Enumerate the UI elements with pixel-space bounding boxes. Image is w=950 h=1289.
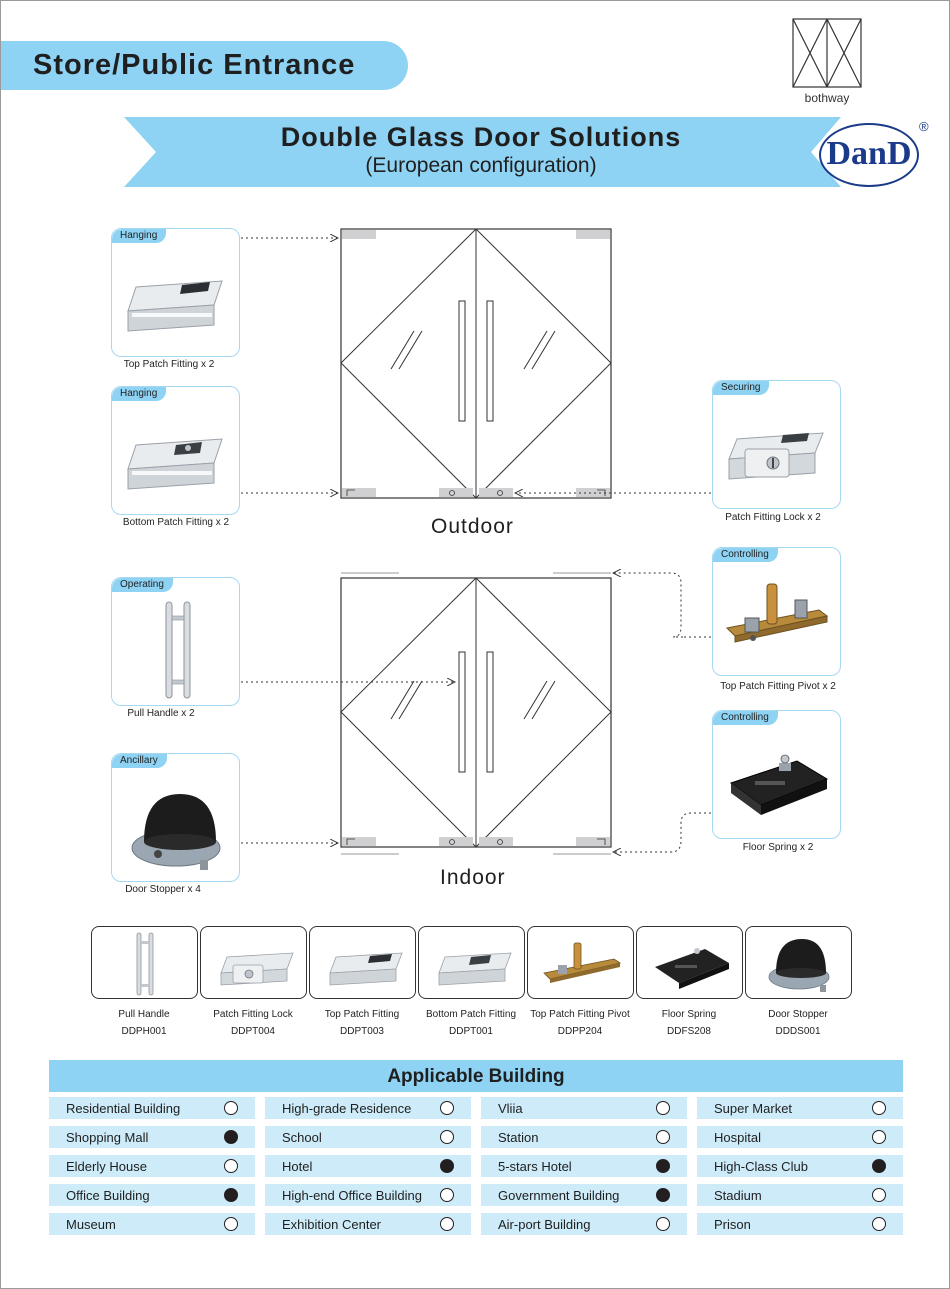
section-title: Store/Public Entrance <box>33 49 356 81</box>
building-row <box>265 1126 471 1148</box>
building-label: Super Market <box>714 1101 793 1116</box>
card-tag: Controlling <box>713 711 778 725</box>
card-bottom-patch-fitting <box>111 386 240 515</box>
product-code: DDPT001 <box>449 1026 493 1037</box>
empty-circle-icon <box>872 1101 886 1115</box>
empty-circle-icon <box>224 1101 238 1115</box>
product-name: Pull Handle <box>118 1009 170 1020</box>
building-row <box>49 1126 255 1148</box>
empty-circle-icon <box>440 1101 454 1115</box>
banner-subtitle: (European configuration) <box>365 154 597 177</box>
building-row <box>697 1213 903 1235</box>
empty-circle-icon <box>224 1159 238 1173</box>
bothway-label: bothway <box>804 91 850 105</box>
patch-fitting-lock-icon <box>723 403 831 503</box>
thumb-pull-handle <box>91 926 198 999</box>
bottom-patch-fitting-icon <box>419 927 525 999</box>
empty-circle-icon <box>656 1130 670 1144</box>
building-label: Vliia <box>498 1101 523 1116</box>
building-label: Residential Building <box>66 1101 181 1116</box>
pull-handle-icon <box>122 600 230 700</box>
building-label: 5-stars Hotel <box>498 1159 572 1174</box>
product-code: DDPH001 <box>121 1026 167 1037</box>
caption-top-patch-fitting: Top Patch Fitting x 2 <box>123 359 215 370</box>
building-label: School <box>282 1130 322 1145</box>
building-label: Prison <box>714 1217 751 1232</box>
card-top-patch-pivot <box>712 547 841 676</box>
building-label: Air-port Building <box>498 1217 591 1232</box>
building-row <box>265 1213 471 1235</box>
building-row <box>481 1155 687 1177</box>
building-row <box>481 1184 687 1206</box>
building-row <box>49 1184 255 1206</box>
thumb-top-patch-pivot <box>527 926 634 999</box>
filled-circle-icon <box>224 1188 238 1202</box>
building-row <box>265 1184 471 1206</box>
building-label: Stadium <box>714 1188 762 1203</box>
bottom-patch-fitting-icon <box>122 409 230 509</box>
building-label: Hospital <box>714 1130 761 1145</box>
door-stopper-icon <box>122 776 230 876</box>
card-top-patch-fitting <box>111 228 240 357</box>
empty-circle-icon <box>656 1217 670 1231</box>
card-tag: Hanging <box>112 229 166 243</box>
product-name: Floor Spring <box>661 1009 717 1020</box>
thumb-floor-spring <box>636 926 743 999</box>
brand-name: DanD <box>826 135 912 172</box>
product-code: DDPP204 <box>557 1026 603 1037</box>
building-label: Hotel <box>282 1159 313 1174</box>
product-code: DDPT003 <box>340 1026 384 1037</box>
building-label: Exhibition Center <box>282 1217 381 1232</box>
building-label: Government Building <box>498 1188 620 1203</box>
empty-circle-icon <box>440 1130 454 1144</box>
top-patch-pivot-icon <box>528 927 634 999</box>
building-row <box>481 1126 687 1148</box>
filled-circle-icon <box>656 1159 670 1173</box>
indoor-label: Indoor <box>440 866 506 889</box>
card-tag: Controlling <box>713 548 778 562</box>
building-label: High-grade Residence <box>282 1101 412 1116</box>
building-row <box>697 1097 903 1119</box>
building-label: High-end Office Building <box>282 1188 422 1203</box>
floor-spring-icon <box>723 733 831 833</box>
filled-circle-icon <box>872 1159 886 1173</box>
building-row <box>697 1126 903 1148</box>
filled-circle-icon <box>224 1130 238 1144</box>
registered-mark: ® <box>919 119 929 134</box>
building-row <box>481 1213 687 1235</box>
building-label: Elderly House <box>66 1159 147 1174</box>
top-patch-fitting-icon <box>310 927 416 999</box>
thumb-patch-fitting-lock <box>200 926 307 999</box>
building-label: Shopping Mall <box>66 1130 149 1145</box>
card-pull-handle <box>111 577 240 706</box>
product-code: DDDS001 <box>775 1026 821 1037</box>
top-patch-fitting-icon <box>122 251 230 351</box>
product-name: Top Patch Fitting Pivot <box>530 1009 630 1020</box>
outdoor-door <box>341 229 611 498</box>
card-door-stopper <box>111 753 240 882</box>
thumb-top-patch-fitting <box>309 926 416 999</box>
building-row <box>481 1097 687 1119</box>
building-row <box>265 1155 471 1177</box>
pull-handle-icon <box>92 927 198 999</box>
top-patch-pivot-icon <box>723 570 831 670</box>
card-floor-spring <box>712 710 841 839</box>
floor-spring-icon <box>637 927 743 999</box>
card-tag: Operating <box>112 578 173 592</box>
building-label: Museum <box>66 1217 116 1232</box>
empty-circle-icon <box>440 1217 454 1231</box>
caption-floor-spring: Floor Spring x 2 <box>742 842 814 853</box>
building-row <box>49 1097 255 1119</box>
applicable-building-title: Applicable Building <box>387 1066 565 1087</box>
product-name: Top Patch Fitting <box>324 1009 400 1020</box>
product-name: Patch Fitting Lock <box>213 1009 293 1020</box>
product-code: DDFS208 <box>667 1026 711 1037</box>
building-label: Office Building <box>66 1188 150 1203</box>
caption-pull-handle: Pull Handle x 2 <box>127 708 195 719</box>
caption-door-stopper: Door Stopper x 4 <box>125 884 201 895</box>
building-row <box>265 1097 471 1119</box>
patch-fitting-lock-icon <box>201 927 307 999</box>
empty-circle-icon <box>440 1188 454 1202</box>
card-tag: Hanging <box>112 387 166 401</box>
card-tag: Securing <box>713 381 769 395</box>
door-stopper-icon <box>746 927 852 999</box>
outdoor-label: Outdoor <box>431 515 514 538</box>
empty-circle-icon <box>656 1101 670 1115</box>
empty-circle-icon <box>872 1130 886 1144</box>
empty-circle-icon <box>872 1217 886 1231</box>
thumb-door-stopper <box>745 926 852 999</box>
building-row <box>697 1184 903 1206</box>
product-name: Door Stopper <box>768 1009 828 1020</box>
card-tag: Ancillary <box>112 754 167 768</box>
product-code: DDPT004 <box>231 1026 275 1037</box>
thumb-bottom-patch-fitting <box>418 926 525 999</box>
filled-circle-icon <box>440 1159 454 1173</box>
banner-title: Double Glass Door Solutions <box>280 122 682 152</box>
empty-circle-icon <box>224 1217 238 1231</box>
empty-circle-icon <box>872 1188 886 1202</box>
building-label: High-Class Club <box>714 1159 808 1174</box>
caption-bottom-patch-fitting: Bottom Patch Fitting x 2 <box>122 517 230 528</box>
caption-top-patch-pivot: Top Patch Fitting Pivot x 2 <box>720 681 836 692</box>
building-row <box>49 1155 255 1177</box>
product-name: Bottom Patch Fitting <box>425 1009 517 1020</box>
building-label: Station <box>498 1130 539 1145</box>
caption-patch-fitting-lock: Patch Fitting Lock x 2 <box>725 512 821 523</box>
applicable-building-header <box>49 1060 903 1092</box>
card-patch-fitting-lock <box>712 380 841 509</box>
indoor-door <box>341 573 611 854</box>
filled-circle-icon <box>656 1188 670 1202</box>
building-row <box>697 1155 903 1177</box>
building-row <box>49 1213 255 1235</box>
